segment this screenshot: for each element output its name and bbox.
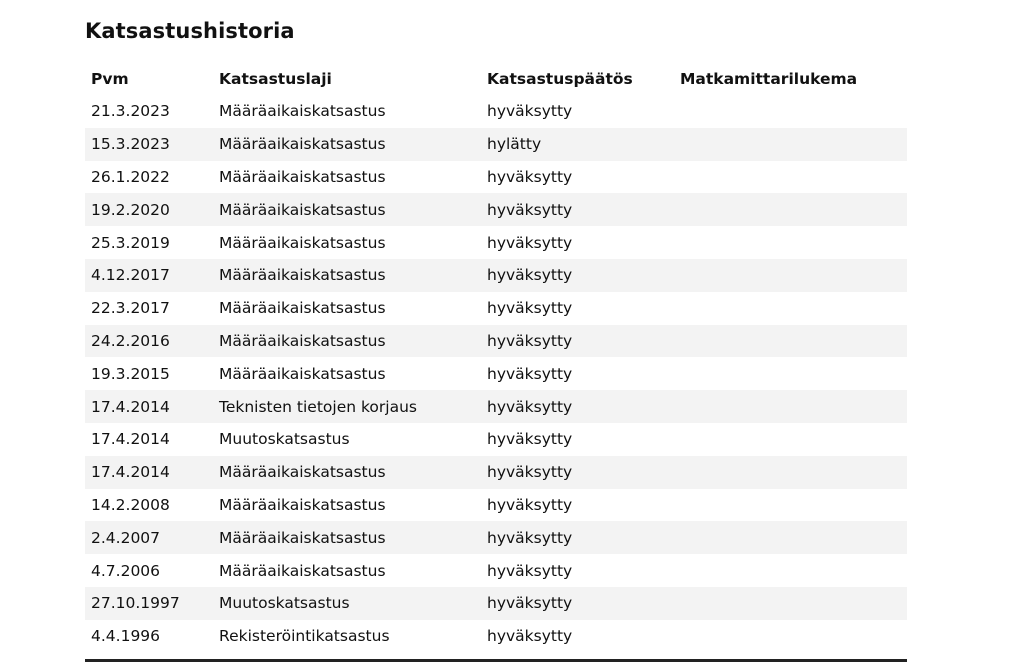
cell-type: Määräaikaiskatsastus <box>219 561 386 580</box>
table-row <box>85 423 907 456</box>
cell-result: hyväksytty <box>487 430 573 449</box>
table-header-row <box>85 63 907 95</box>
cell-odometer <box>674 325 907 358</box>
cell-result: hyväksytty <box>481 521 674 554</box>
table-row <box>85 521 907 554</box>
cell-odometer <box>674 193 907 226</box>
cell-result: hyväksytty <box>481 456 674 489</box>
cell-type: Määräaikaiskatsastus <box>219 495 386 514</box>
table-row <box>85 456 907 489</box>
table-row <box>85 554 907 587</box>
cell-date: 25.3.2019 <box>91 233 170 252</box>
cell-type: Määräaikaiskatsastus <box>213 259 481 292</box>
table-row <box>85 357 907 390</box>
cell-type: Määräaikaiskatsastus <box>213 128 481 161</box>
cell-type: Määräaikaiskatsastus <box>219 167 386 186</box>
cell-date: 24.2.2016 <box>85 325 213 358</box>
cell-date: 19.2.2020 <box>85 193 213 226</box>
cell-date: 17.4.2014 <box>91 430 170 449</box>
cell-date: 15.3.2023 <box>85 128 213 161</box>
cell-type: Rekisteröintikatsastus <box>219 627 390 646</box>
cell-result: hyväksytty <box>481 587 674 620</box>
cell-type: Määräaikaiskatsastus <box>219 299 386 318</box>
cell-type: Teknisten tietojen korjaus <box>213 390 481 423</box>
table-row <box>85 390 907 423</box>
cell-odometer <box>674 161 907 194</box>
table-row <box>85 161 907 194</box>
cell-date: 17.4.2014 <box>85 390 213 423</box>
cell-date: 4.4.1996 <box>91 627 161 646</box>
table-row <box>85 325 907 358</box>
cell-result: hyväksytty <box>481 390 674 423</box>
cell-result: hyväksytty <box>487 627 573 646</box>
table-row <box>85 95 907 128</box>
table-bottom-divider <box>85 659 907 662</box>
cell-result: hyväksytty <box>481 193 674 226</box>
cell-date: 2.4.2007 <box>85 521 213 554</box>
column-header-type: Katsastuslaji <box>219 70 332 88</box>
cell-odometer <box>674 456 907 489</box>
cell-date: 14.2.2008 <box>91 495 170 514</box>
cell-result: hyväksytty <box>481 325 674 358</box>
cell-odometer <box>674 390 907 423</box>
table-row <box>85 193 907 226</box>
table-row <box>85 489 907 522</box>
page-title: Katsastushistoria <box>85 19 295 43</box>
cell-type: Määräaikaiskatsastus <box>213 456 481 489</box>
table-row <box>85 259 907 292</box>
cell-result: hyväksytty <box>481 259 674 292</box>
cell-type: Muutoskatsastus <box>213 587 481 620</box>
cell-result: hyväksytty <box>487 299 573 318</box>
cell-type: Määräaikaiskatsastus <box>213 325 481 358</box>
cell-result: hyväksytty <box>487 167 573 186</box>
table-row <box>85 620 907 653</box>
cell-odometer <box>674 226 907 259</box>
table-row <box>85 587 907 620</box>
cell-type: Muutoskatsastus <box>219 430 350 449</box>
cell-date: 27.10.1997 <box>85 587 213 620</box>
cell-result: hylätty <box>481 128 674 161</box>
table-row <box>85 226 907 259</box>
cell-odometer <box>674 521 907 554</box>
column-header-date: Pvm <box>91 70 129 88</box>
cell-type: Määräaikaiskatsastus <box>213 193 481 226</box>
cell-date: 26.1.2022 <box>91 167 170 186</box>
cell-date: 4.12.2017 <box>85 259 213 292</box>
cell-date: 4.7.2006 <box>91 561 161 580</box>
cell-odometer <box>674 620 907 653</box>
cell-result: hyväksytty <box>487 495 573 514</box>
cell-odometer <box>674 423 907 456</box>
inspection-history-table <box>85 63 907 653</box>
cell-result: hyväksytty <box>487 364 573 383</box>
cell-odometer <box>674 489 907 522</box>
column-header-odometer: Matkamittarilukema <box>680 70 858 88</box>
cell-type: Määräaikaiskatsastus <box>219 102 386 121</box>
cell-result: hyväksytty <box>487 102 573 121</box>
cell-type: Määräaikaiskatsastus <box>219 364 386 383</box>
table-row <box>85 128 907 161</box>
cell-date: 22.3.2017 <box>91 299 170 318</box>
cell-odometer <box>674 128 907 161</box>
cell-type: Määräaikaiskatsastus <box>219 233 386 252</box>
cell-odometer <box>674 259 907 292</box>
cell-date: 19.3.2015 <box>91 364 170 383</box>
column-header-result: Katsastuspäätös <box>487 70 633 88</box>
cell-odometer <box>674 292 907 325</box>
cell-date: 17.4.2014 <box>85 456 213 489</box>
cell-odometer <box>674 554 907 587</box>
cell-result: hyväksytty <box>487 233 573 252</box>
cell-type: Määräaikaiskatsastus <box>213 521 481 554</box>
cell-odometer <box>674 357 907 390</box>
cell-result: hyväksytty <box>487 561 573 580</box>
table-row <box>85 292 907 325</box>
cell-odometer <box>674 587 907 620</box>
cell-odometer <box>674 95 907 128</box>
cell-date: 21.3.2023 <box>91 102 170 121</box>
